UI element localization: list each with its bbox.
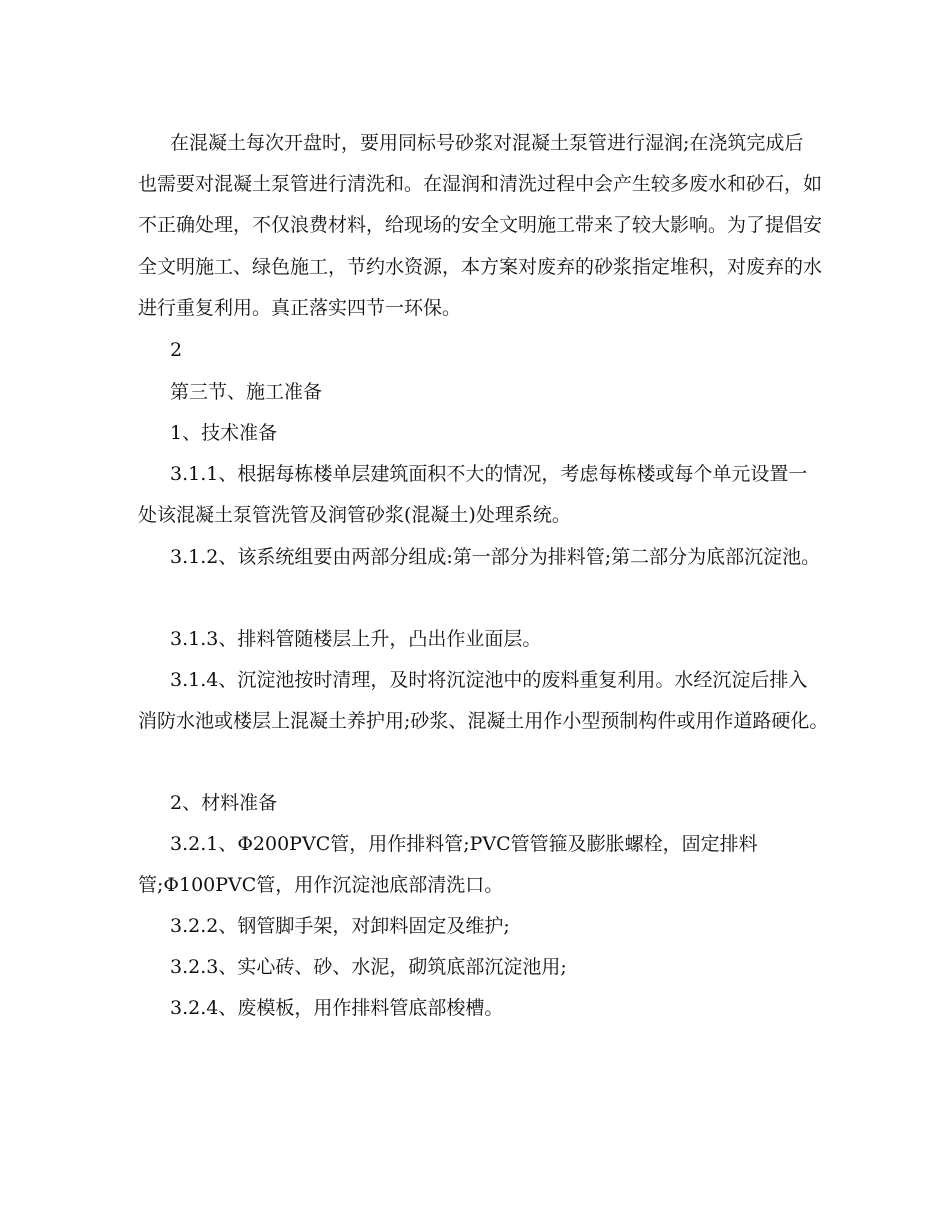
paragraph-line: 3.2.1、Φ200PVC管，用作排料管;PVC管管箍及膨胀螺栓，固定排料 [170, 833, 758, 855]
paragraph-line: 也需要对混凝土泵管进行清洗和。在湿润和清洗过程中会产生较多废水和砂石，如 [138, 173, 823, 195]
paragraph-line: 3.2.4、废模板，用作排料管底部梭槽。 [170, 997, 504, 1019]
paragraph-line: 3.1.4、沉淀池按时清理，及时将沉淀池中的废料重复利用。水经沉淀后排入 [170, 669, 808, 691]
section-heading: 第三节、施工准备 [170, 381, 323, 403]
paragraph-line: 不正确处理，不仅浪费材料，给现场的安全文明施工带来了较大影响。为了提倡安 [138, 214, 823, 236]
paragraph-line: 消防水池或楼层上混凝土养护用;砂浆、混凝土用作小型预制构件或用作道路硬化。 [138, 710, 829, 732]
paragraph-line: 3.1.1、根据每栋楼单层建筑面积不大的情况，考虑每栋楼或每个单元设置一 [170, 463, 808, 485]
paragraph-line: 3.1.2、该系统组要由两部分组成:第一部分为排料管;第二部分为底部沉淀池。 [170, 546, 821, 568]
paragraph-line: 3.1.3、排料管随楼层上升，凸出作业面层。 [170, 628, 542, 650]
paragraph-line: 全文明施工、绿色施工，节约水资源，本方案对废弃的砂浆指定堆积，对废弃的水 [138, 256, 823, 278]
subsection-heading: 2、材料准备 [170, 792, 278, 814]
paragraph-line: 进行重复利用。真正落实四节一环保。 [138, 297, 462, 319]
paragraph-line: 在混凝土每次开盘时，要用同标号砂浆对混凝土泵管进行湿润;在浇筑完成后 [170, 132, 804, 154]
subsection-heading: 1、技术准备 [170, 422, 278, 444]
paragraph-line: 3.2.3、实心砖、砂、水泥，砌筑底部沉淀池用; [170, 956, 567, 978]
paragraph-line: 管;Φ100PVC管，用作沉淀池底部清洗口。 [138, 874, 504, 896]
paragraph-line: 处该混凝土泵管洗管及润管砂浆(混凝土)处理系统。 [138, 504, 571, 526]
page-number: 2 [170, 339, 183, 361]
paragraph-line: 3.2.2、钢管脚手架，对卸料固定及维护; [170, 915, 510, 937]
